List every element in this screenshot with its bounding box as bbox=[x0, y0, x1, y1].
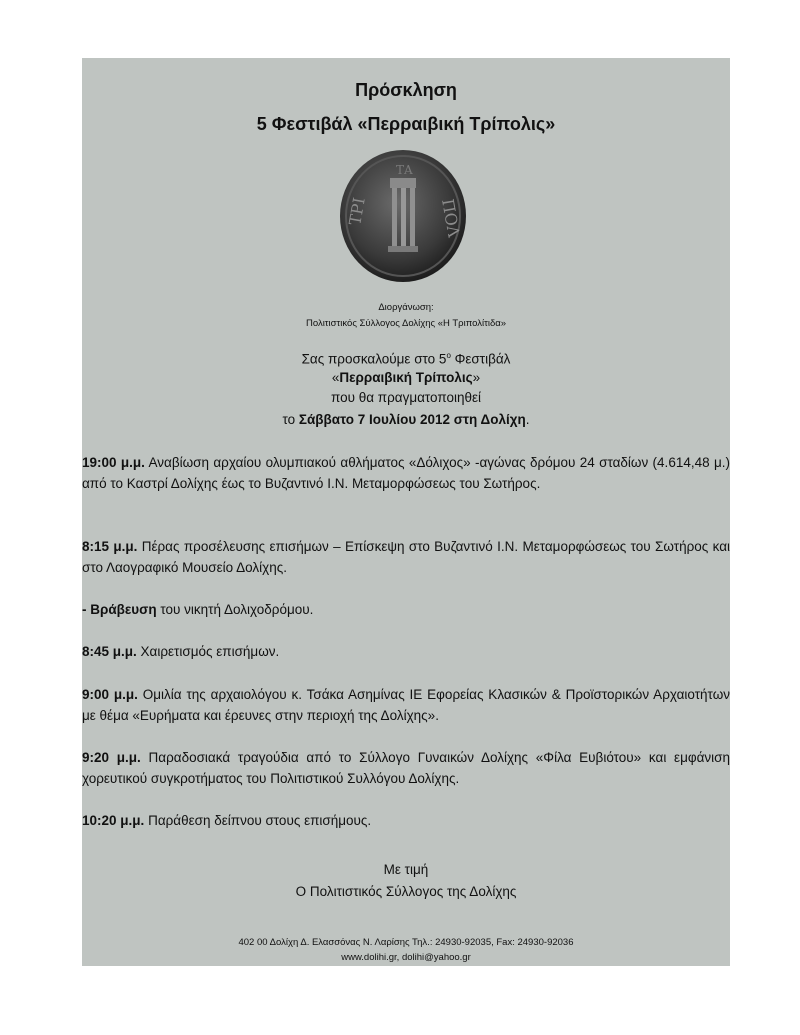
ancient-coin-icon bbox=[338, 148, 468, 283]
organizer-name: Πολιτιστικός Σύλλογος Δολίχης «Η Τριπολίτιδα» bbox=[305, 318, 507, 329]
invitation-line-3: που θα πραγματοποιηθεί bbox=[330, 390, 482, 405]
program-item: 9:00 μ.μ. Ομιλία της αρχαιολόγου κ. Τσάκα Ασημίνας ΙΕ Εφορείας Κλασικών & Προϊστορικών Αρχαιοτήτων με θέμα «Ευρήματα και έρευνες στην περιοχή της Δολίχης». bbox=[82, 687, 730, 723]
invitation-line-1: Σας προσκαλούμε στο $5^o$ Φεστιβάλ bbox=[301, 351, 511, 367]
program-item: - Βράβευση του νικητή Δολιχοδρόμου. bbox=[82, 602, 314, 617]
invitation-date-line: το Σάββατο 7 Ιουλίου 2012 στη Δολίχη. bbox=[282, 412, 530, 427]
svg-text:ΤΡΙ: ΤΡΙ bbox=[345, 196, 369, 227]
closing-salutation: Με τιμή bbox=[383, 862, 429, 877]
program-item: 10:20 μ.μ. Παράθεση δείπνου στους επισήμους. bbox=[82, 813, 372, 828]
program-item: 8:15 μ.μ. Πέρας προσέλευσης επισήμων – Επίσκεψη στο Βυζαντινό Ι.Ν. Μεταμορφώσεως του Σωτήρος και στο Λαογραφικό Μουσείο Δολίχης. bbox=[82, 539, 730, 575]
svg-text:ΤΑ: ΤΑ bbox=[396, 163, 413, 177]
footer-address: 402 00 Δολίχη Δ. Ελασσόνας Ν. Λαρίσης Τηλ.: 24930-92035, Fax: 24930-92036 bbox=[238, 937, 574, 948]
program-item: 19:00 μ.μ. Αναβίωση αρχαίου ολυμπιακού αθλήματος «Δόλιχος» -αγώνας δρόμου 24 σταδίων (4.614,48 μ.) από το Καστρί Δολίχης έως το Βυζαντινό Ι.Ν. Μεταμορφώσεως του Σωτήρος. bbox=[82, 455, 730, 491]
page-title: Πρόσκληση bbox=[355, 80, 457, 100]
organizer-label: Διοργάνωση: bbox=[378, 302, 434, 313]
footer-web: www.dolihi.gr, dolihi@yahoo.gr bbox=[341, 952, 471, 963]
svg-text:ΠΟΛ: ΠΟΛ bbox=[438, 197, 464, 239]
program-item: 9:20 μ.μ. Παραδοσιακά τραγούδια από το Σύλλογο Γυναικών Δολίχης «Φίλα Ευβιότου» και εμφάνιση χορευτικού συγκροτήματος του Πολιτιστικού Συλλόγου Δολίχης. bbox=[82, 750, 731, 786]
festival-title: 5 Φεστιβάλ «Περραιβική Τρίπολις» bbox=[256, 114, 556, 134]
program-item: 8:45 μ.μ. Χαιρετισμός επισήμων. bbox=[82, 644, 280, 659]
closing-signature: Ο Πολιτιστικός Σύλλογος της Δολίχης bbox=[295, 884, 517, 899]
invitation-line-2: «Περραιβική Τρίπολις» bbox=[331, 370, 481, 385]
invitation-document bbox=[82, 58, 730, 966]
